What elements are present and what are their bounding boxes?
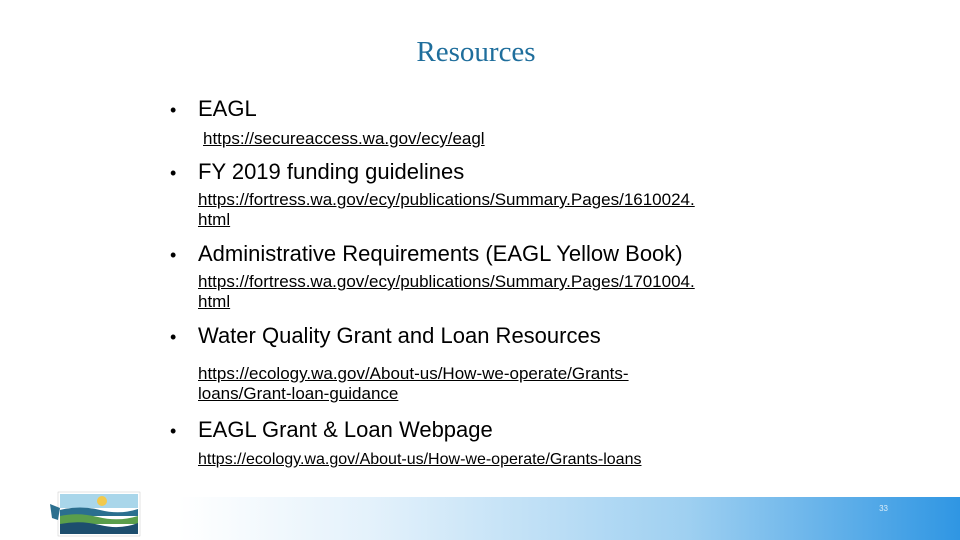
grant-loan-guidance-link[interactable]: https://ecology.wa.gov/About-us/How-we-operate/Grants- loans/Grant-loan-guidance <box>198 364 629 403</box>
list-item <box>170 323 629 404</box>
eagl-link[interactable]: https://secureaccess.wa.gov/ecy/eagl <box>203 129 485 148</box>
item-label: Water Quality Grant and Loan Resources <box>198 323 601 348</box>
footer-gradient-bar <box>178 497 960 540</box>
item-label: FY 2019 funding guidelines <box>198 159 465 184</box>
list-item <box>170 417 641 470</box>
list-item <box>170 96 485 149</box>
yellow-book-link[interactable]: https://fortress.wa.gov/ecy/publications/Summary.Pages/1701004. html <box>198 272 695 311</box>
bullet-icon: • <box>170 245 177 265</box>
page-number: 33 <box>879 504 888 513</box>
list-item <box>170 241 695 312</box>
funding-guidelines-link[interactable]: https://fortress.wa.gov/ecy/publications/Summary.Pages/1610024. html <box>198 190 695 229</box>
item-label: EAGL <box>198 96 257 121</box>
slide-title: Resources <box>416 36 536 68</box>
bullet-icon: • <box>170 421 177 441</box>
grants-loans-webpage-link[interactable]: https://ecology.wa.gov/About-us/How-we-operate/Grants-loans <box>198 451 642 468</box>
ecology-logo-icon <box>50 490 142 538</box>
item-label: Administrative Requirements (EAGL Yellow Book) <box>198 241 683 266</box>
bullet-icon: • <box>170 163 177 183</box>
item-label: EAGL Grant & Loan Webpage <box>198 417 493 442</box>
bullet-icon: • <box>170 327 177 347</box>
list-item <box>170 159 695 230</box>
bullet-icon: • <box>170 100 177 120</box>
